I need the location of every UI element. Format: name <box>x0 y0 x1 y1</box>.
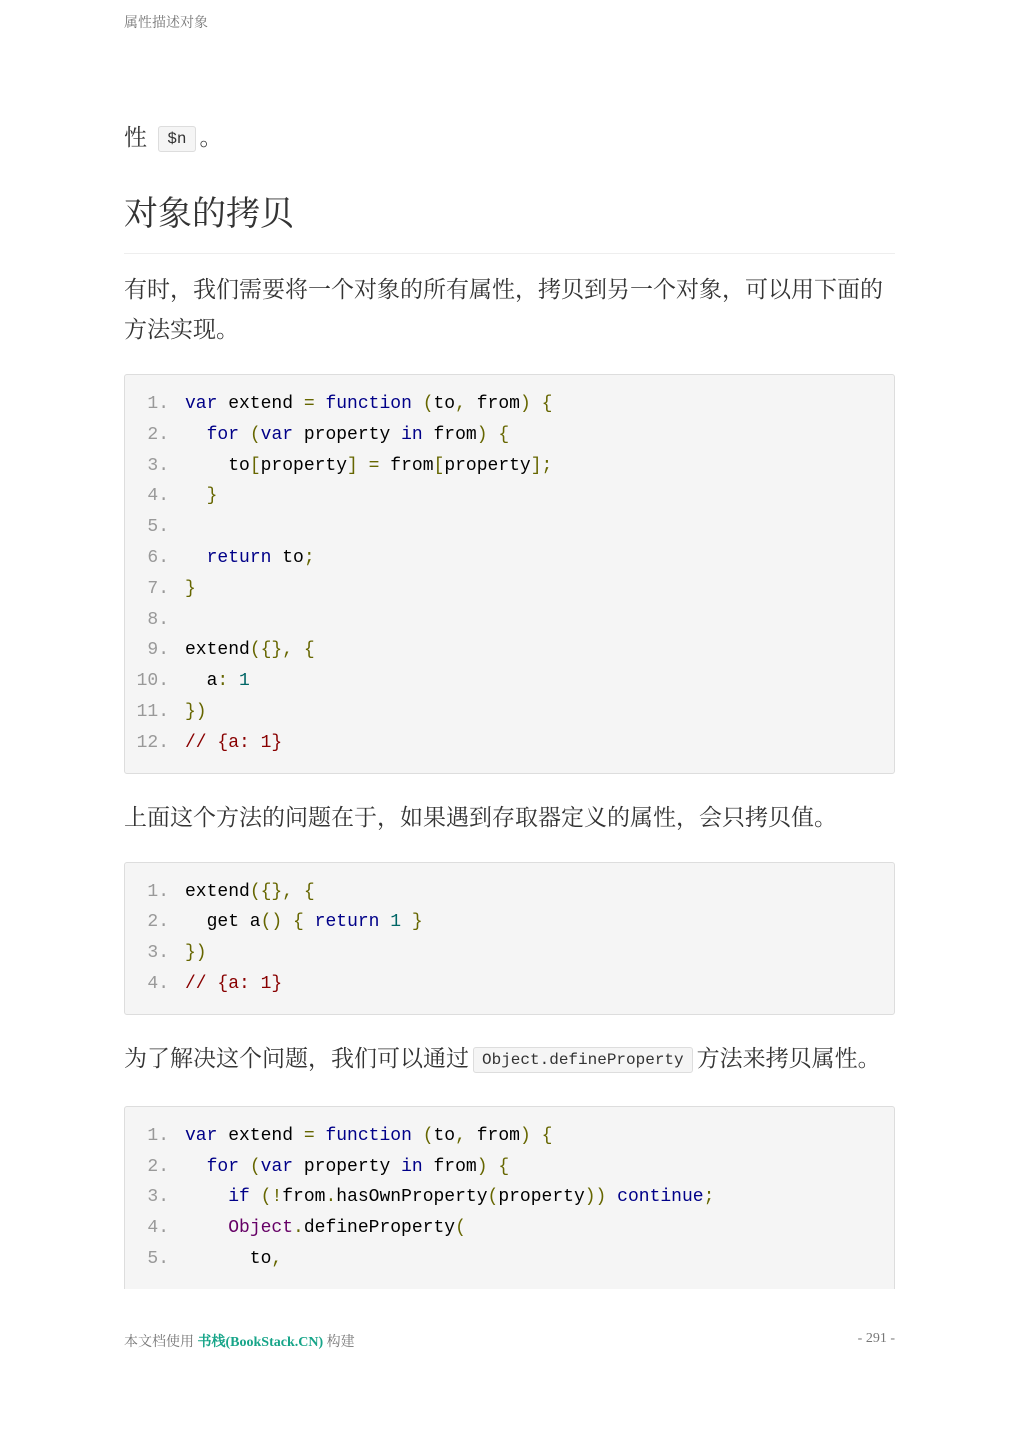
inline-code-n: $n <box>158 126 195 152</box>
code-text: a: 1 <box>185 671 250 692</box>
line-number: 12. <box>136 732 169 753</box>
code-line <box>125 728 894 759</box>
code-line <box>125 1213 894 1244</box>
line-number: 7. <box>147 578 169 599</box>
code-line <box>125 969 894 1000</box>
code-line <box>125 697 894 728</box>
code-text: // {a: 1} <box>185 732 283 753</box>
code-line <box>125 1182 894 1213</box>
code-text: for (var property in from) { <box>206 1156 510 1177</box>
line-number: 5. <box>147 1248 169 1269</box>
section-heading: 对象的拷贝 <box>124 189 895 254</box>
code-line <box>125 605 894 636</box>
code-text: }) <box>185 943 207 964</box>
solution-after: 方法来拷贝属性。 <box>696 1045 881 1072</box>
line-number: 4. <box>147 1218 169 1239</box>
code-text: to, <box>185 1248 283 1269</box>
code-line <box>125 1244 894 1275</box>
page-footer <box>124 1331 895 1351</box>
paragraph-copy-intro: 有时，我们需要将一个对象的所有属性，拷贝到另一个对象，可以用下面的方法实现。 <box>124 277 883 343</box>
code-block-extend <box>124 374 895 774</box>
code-text: for (var property in from) { <box>206 424 510 445</box>
page-number: - 291 - <box>857 1331 895 1346</box>
code-line <box>125 543 894 574</box>
line-number: 8. <box>147 609 169 630</box>
code-line <box>125 907 894 938</box>
line-number: 10. <box>136 671 169 692</box>
code-text: extend({}, { <box>185 881 315 902</box>
code-text: }) <box>185 701 207 722</box>
paragraph-solution <box>124 1039 895 1082</box>
inline-code-define-property: Object.defineProperty <box>473 1047 693 1073</box>
line-number: 1. <box>147 1125 169 1146</box>
code-line <box>125 877 894 908</box>
line-number: 5. <box>147 517 169 538</box>
code-line <box>125 451 894 482</box>
line-number: 6. <box>147 547 169 568</box>
line-number: 3. <box>147 943 169 964</box>
running-header: 属性描述对象 <box>124 15 208 31</box>
code-text: get a() { return 1 } <box>185 912 423 933</box>
line-number: 3. <box>147 455 169 476</box>
code-line <box>125 420 894 451</box>
footer-suffix: 构建 <box>326 1335 355 1350</box>
code-line <box>125 574 894 605</box>
footer-brand-link[interactable]: 书栈(BookStack.CN) <box>197 1335 324 1350</box>
code-text: var extend = function (to, from) { <box>185 394 553 414</box>
intro-suffix: 。 <box>199 125 223 151</box>
code-text: // {a: 1} <box>185 973 283 994</box>
line-number: 11. <box>136 701 169 722</box>
code-text: to[property] = from[property]; <box>185 455 553 476</box>
code-block-getter <box>124 862 895 1015</box>
code-line <box>125 389 894 420</box>
line-number: 2. <box>147 1156 169 1177</box>
line-number: 2. <box>147 912 169 933</box>
code-line <box>125 938 894 969</box>
code-line <box>125 1121 894 1152</box>
code-line <box>125 666 894 697</box>
solution-before: 为了解决这个问题，我们可以通过 <box>124 1045 469 1072</box>
code-line <box>125 635 894 666</box>
code-text: } <box>206 486 218 507</box>
footer-credit <box>124 1331 355 1351</box>
code-line <box>125 1152 894 1183</box>
paragraph-problem: 上面这个方法的问题在于，如果遇到存取器定义的属性，会只拷贝值。 <box>124 804 837 831</box>
code-text: extend({}, { <box>185 640 315 661</box>
code-text: } <box>185 578 196 599</box>
line-number: 3. <box>147 1187 169 1208</box>
code-line <box>125 481 894 512</box>
code-block-continued-wrapper <box>124 1106 895 1311</box>
line-number: 4. <box>147 486 169 507</box>
intro-prefix: 性 <box>124 125 147 151</box>
code-text: Object.defineProperty( <box>228 1218 466 1239</box>
code-text: var extend = function (to, from) { <box>185 1125 553 1146</box>
intro-paragraph <box>124 118 895 161</box>
code-line <box>125 512 894 543</box>
page-content <box>124 118 895 1311</box>
footer-prefix: 本文档使用 <box>124 1335 194 1350</box>
line-number: 2. <box>147 424 169 445</box>
line-number: 1. <box>147 881 169 902</box>
line-number: 1. <box>147 394 169 414</box>
line-number: 9. <box>147 640 169 661</box>
line-number: 4. <box>147 973 169 994</box>
code-text: if (!from.hasOwnProperty(property)) continue; <box>228 1187 715 1208</box>
code-block-define-property <box>124 1106 895 1289</box>
code-text: return to; <box>206 547 315 568</box>
